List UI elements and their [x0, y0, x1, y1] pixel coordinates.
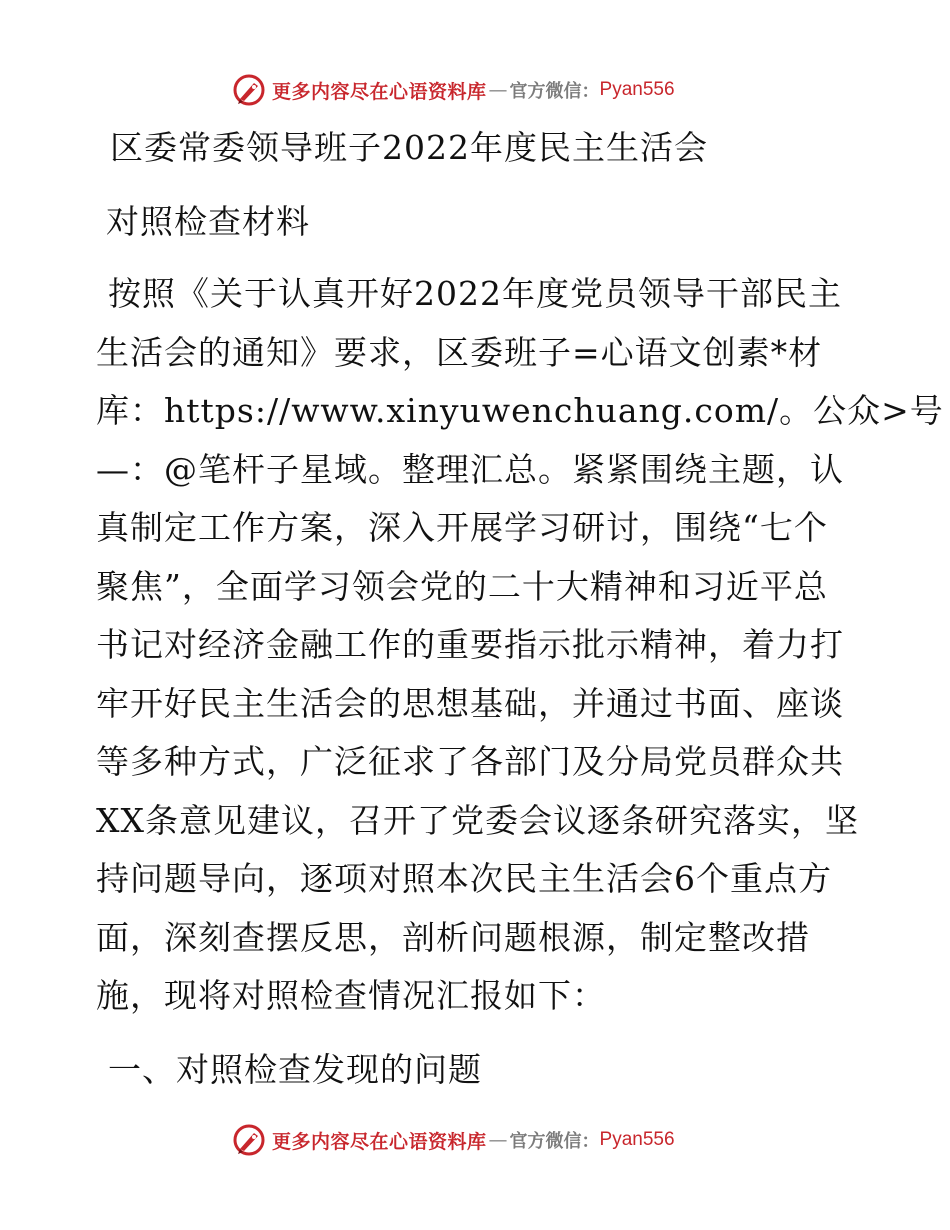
body-line: 牢开好民主生活会的思想基础，并通过书面、座谈 — [96, 683, 844, 723]
banner-label: 官方微信： — [509, 81, 600, 102]
body-line: 等多种方式，广泛征求了各部门及分局党员群众共 — [96, 742, 844, 781]
header-banner — [232, 72, 675, 108]
pen-logo-icon — [232, 1123, 266, 1157]
section-heading: 一、对照检查发现的问题 — [108, 1050, 482, 1089]
banner-separator: — — [488, 79, 508, 101]
body-line: 书记对经济金融工作的重要指示批示精神，着力打 — [96, 625, 844, 664]
pen-logo-icon — [232, 73, 266, 107]
body-line: 生活会的通知》要求，区委班子=心语文创素*材 — [96, 332, 823, 372]
body-line: 库：https://www.xinyuwenchuang.com/。公众>号 — [96, 391, 944, 430]
body-line: 聚焦”，全面学习领会党的二十大精神和习近平总 — [96, 566, 828, 606]
body-line: 持问题导向，逐项对照本次民主生活会6个重点方 — [96, 859, 832, 898]
body-line: —：@笔杆子星域。整理汇总。紧紧围绕主题，认 — [96, 449, 844, 489]
body-line: 按照《关于认真开好2022年度党员领导干部民主 — [108, 274, 842, 313]
body-line: XX条意见建议，召开了党委会议逐条研究落实，坚 — [96, 800, 859, 840]
banner-wechat-id: Pyan556 — [599, 79, 675, 100]
banner-wechat-id: Pyan556 — [599, 1129, 675, 1150]
body-paragraph — [96, 274, 944, 1035]
banner-separator: — — [488, 1129, 508, 1151]
banner-text: 更多内容尽在心语资料库 — [272, 80, 487, 103]
banner-label: 官方微信： — [509, 1131, 600, 1152]
banner-text: 更多内容尽在心语资料库 — [272, 1130, 487, 1153]
document-subtitle: 对照检查材料 — [106, 202, 310, 241]
footer-banner — [232, 1122, 675, 1158]
body-line: 真制定工作方案，深入开展学习研讨，围绕“七个 — [96, 508, 828, 547]
document-title: 区委常委领导班子2022年度民主生活会 — [110, 128, 708, 167]
body-line: 面，深刻查摆反思，剖析问题根源，制定整改措 — [96, 917, 810, 957]
body-line: 施，现将对照检查情况汇报如下： — [96, 976, 606, 1015]
